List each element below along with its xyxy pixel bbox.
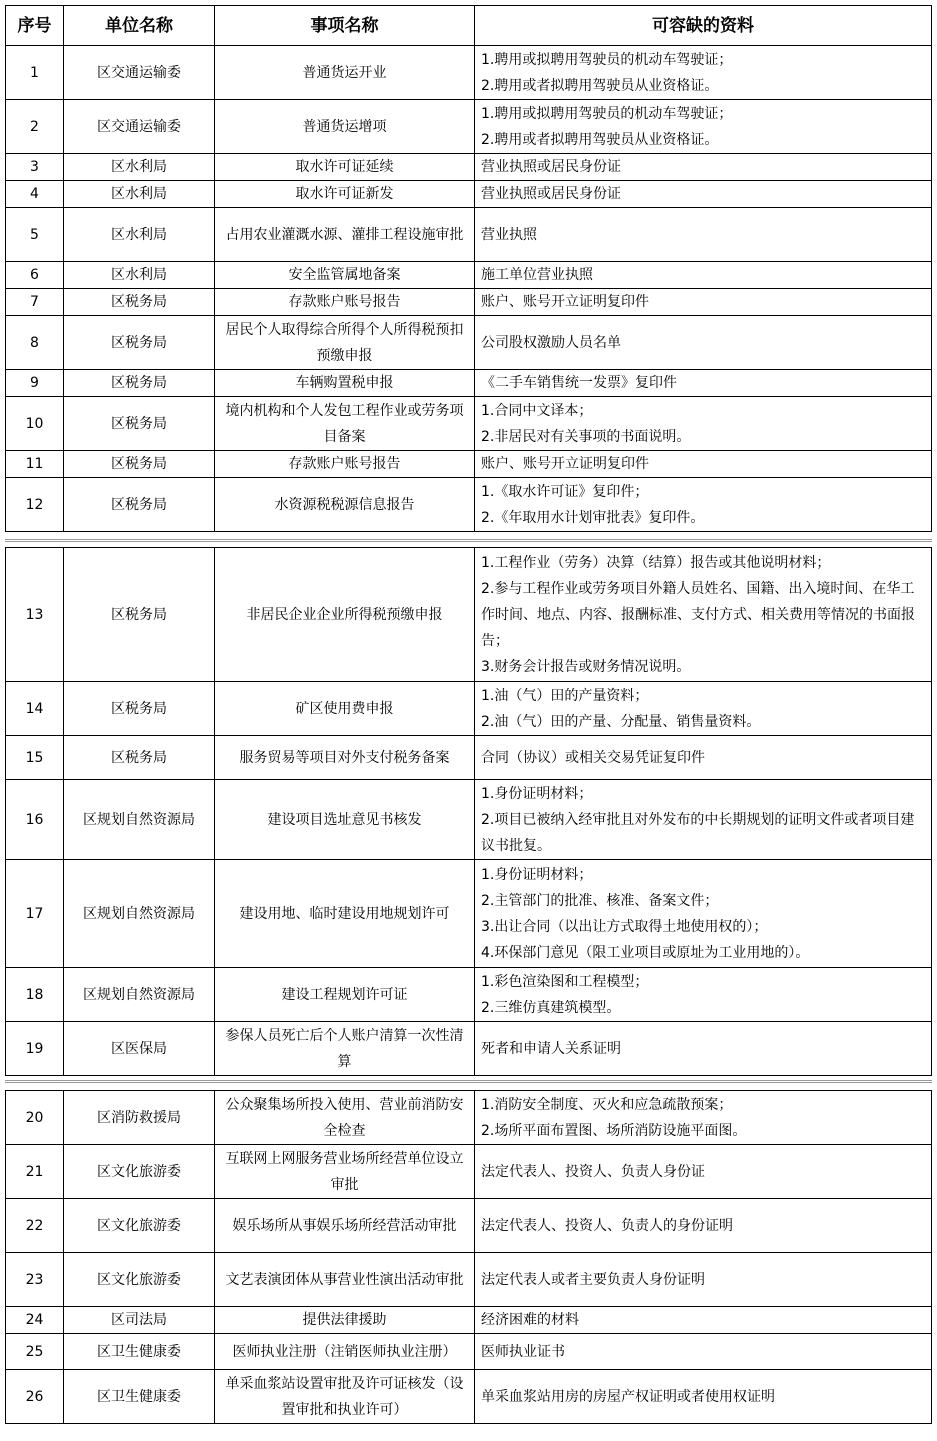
unit-name: 区文化旅游委 xyxy=(64,1145,215,1199)
optional-documents: 法定代表人、投资人、负责人的身份证明 xyxy=(475,1199,932,1253)
items-table-part-3 xyxy=(5,1090,932,1424)
optional-documents: 账户、账号开立证明复印件 xyxy=(475,451,932,478)
unit-name: 区医保局 xyxy=(64,1022,215,1076)
row-number: 9 xyxy=(6,370,64,397)
unit-name: 区交通运输委 xyxy=(64,100,215,154)
row-number: 15 xyxy=(6,736,64,780)
item-name: 矿区使用费申报 xyxy=(215,682,475,736)
item-name: 公众聚集场所投入使用、营业前消防安全检查 xyxy=(215,1091,475,1145)
item-name: 建设工程规划许可证 xyxy=(215,968,475,1022)
item-name: 单采血浆站设置审批及许可证核发（设置审批和执业许可） xyxy=(215,1370,475,1424)
item-name: 车辆购置税申报 xyxy=(215,370,475,397)
unit-name: 区水利局 xyxy=(64,181,215,208)
table-row xyxy=(6,1253,932,1307)
table-row xyxy=(6,208,932,262)
table-row xyxy=(6,548,932,682)
table-row xyxy=(6,780,932,860)
row-number: 20 xyxy=(6,1091,64,1145)
table-row xyxy=(6,262,932,289)
item-name: 安全监管属地备案 xyxy=(215,262,475,289)
table-row xyxy=(6,1370,932,1424)
table-row xyxy=(6,1145,932,1199)
item-name: 提供法律援助 xyxy=(215,1307,475,1334)
row-number: 10 xyxy=(6,397,64,451)
table-row xyxy=(6,1334,932,1370)
table-row xyxy=(6,370,932,397)
optional-documents: 营业执照 xyxy=(475,208,932,262)
table-row xyxy=(6,289,932,316)
unit-name: 区税务局 xyxy=(64,736,215,780)
unit-name: 区水利局 xyxy=(64,208,215,262)
unit-name: 区司法局 xyxy=(64,1307,215,1334)
item-name: 互联网上网服务营业场所经营单位设立审批 xyxy=(215,1145,475,1199)
row-number: 26 xyxy=(6,1370,64,1424)
unit-name: 区水利局 xyxy=(64,262,215,289)
header-item: 事项名称 xyxy=(215,6,475,46)
items-table-part-2 xyxy=(5,547,932,1076)
row-number: 21 xyxy=(6,1145,64,1199)
row-number: 13 xyxy=(6,548,64,682)
item-name: 取水许可证延续 xyxy=(215,154,475,181)
unit-name: 区税务局 xyxy=(64,478,215,532)
row-number: 4 xyxy=(6,181,64,208)
optional-documents: 1.身份证明材料； 2.主管部门的批准、核准、备案文件； 3.出让合同（以出让方式取得土地使用权的）； 4.环保部门意见（限工业项目或原址为工业用地的）。 xyxy=(475,860,932,968)
unit-name: 区税务局 xyxy=(64,370,215,397)
row-number: 1 xyxy=(6,46,64,100)
optional-documents: 1.彩色渲染图和工程模型； 2.三维仿真建筑模型。 xyxy=(475,968,932,1022)
unit-name: 区规划自然资源局 xyxy=(64,968,215,1022)
optional-documents: 法定代表人或者主要负责人身份证明 xyxy=(475,1253,932,1307)
optional-documents: 《二手车销售统一发票》复印件 xyxy=(475,370,932,397)
row-number: 16 xyxy=(6,780,64,860)
optional-documents: 1.合同中文译本； 2.非居民对有关事项的书面说明。 xyxy=(475,397,932,451)
table-row xyxy=(6,736,932,780)
item-name: 建设用地、临时建设用地规划许可 xyxy=(215,860,475,968)
table-row xyxy=(6,682,932,736)
row-number: 11 xyxy=(6,451,64,478)
table-row xyxy=(6,478,932,532)
optional-documents: 经济困难的材料 xyxy=(475,1307,932,1334)
item-name: 娱乐场所从事娱乐场所经营活动审批 xyxy=(215,1199,475,1253)
table-row xyxy=(6,968,932,1022)
item-name: 服务贸易等项目对外支付税务备案 xyxy=(215,736,475,780)
table-row xyxy=(6,397,932,451)
optional-documents: 公司股权激励人员名单 xyxy=(475,316,932,370)
unit-name: 区文化旅游委 xyxy=(64,1199,215,1253)
row-number: 6 xyxy=(6,262,64,289)
unit-name: 区消防救援局 xyxy=(64,1091,215,1145)
item-name: 医师执业注册（注销医师执业注册） xyxy=(215,1334,475,1370)
optional-documents: 营业执照或居民身份证 xyxy=(475,154,932,181)
row-number: 23 xyxy=(6,1253,64,1307)
item-name: 存款账户账号报告 xyxy=(215,289,475,316)
table-row xyxy=(6,316,932,370)
row-number: 12 xyxy=(6,478,64,532)
item-name: 存款账户账号报告 xyxy=(215,451,475,478)
table-row xyxy=(6,181,932,208)
optional-documents: 1.工程作业（劳务）决算（结算）报告或其他说明材料； 2.参与工程作业或劳务项目外籍人员姓名、国籍、出入境时间、在华工作时间、地点、内容、报酬标准、支付方式、相关费用等情况的书面报告； 3.财务会计报告或财务情况说明。 xyxy=(475,548,932,682)
unit-name: 区税务局 xyxy=(64,682,215,736)
optional-documents: 死者和申请人关系证明 xyxy=(475,1022,932,1076)
unit-name: 区规划自然资源局 xyxy=(64,780,215,860)
optional-documents: 1.油（气）田的产量资料； 2.油（气）田的产量、分配量、销售量资料。 xyxy=(475,682,932,736)
table-row xyxy=(6,1091,932,1145)
unit-name: 区交通运输委 xyxy=(64,46,215,100)
optional-documents: 1.《取水许可证》复印件； 2.《年取用水计划审批表》复印件。 xyxy=(475,478,932,532)
optional-documents: 医师执业证书 xyxy=(475,1334,932,1370)
item-name: 居民个人取得综合所得个人所得税预扣预缴申报 xyxy=(215,316,475,370)
table-row xyxy=(6,46,932,100)
header-unit: 单位名称 xyxy=(64,6,215,46)
item-name: 取水许可证新发 xyxy=(215,181,475,208)
item-name: 普通货运增项 xyxy=(215,100,475,154)
unit-name: 区税务局 xyxy=(64,316,215,370)
page-break-divider xyxy=(5,539,932,542)
row-number: 22 xyxy=(6,1199,64,1253)
optional-documents: 1.消防安全制度、灭火和应急疏散预案； 2.场所平面布置图、场所消防设施平面图。 xyxy=(475,1091,932,1145)
row-number: 2 xyxy=(6,100,64,154)
unit-name: 区税务局 xyxy=(64,548,215,682)
table-row xyxy=(6,451,932,478)
table-row xyxy=(6,860,932,968)
unit-name: 区税务局 xyxy=(64,451,215,478)
unit-name: 区税务局 xyxy=(64,397,215,451)
optional-documents: 1.身份证明材料； 2.项目已被纳入经审批且对外发布的中长期规划的证明文件或者项目建议书批复。 xyxy=(475,780,932,860)
table-row xyxy=(6,154,932,181)
row-number: 25 xyxy=(6,1334,64,1370)
item-name: 普通货运开业 xyxy=(215,46,475,100)
row-number: 18 xyxy=(6,968,64,1022)
optional-documents: 合同（协议）或相关交易凭证复印件 xyxy=(475,736,932,780)
row-number: 14 xyxy=(6,682,64,736)
table-row xyxy=(6,1199,932,1253)
unit-name: 区卫生健康委 xyxy=(64,1334,215,1370)
row-number: 3 xyxy=(6,154,64,181)
header-row xyxy=(6,6,932,46)
item-name: 建设项目选址意见书核发 xyxy=(215,780,475,860)
item-name: 非居民企业企业所得税预缴申报 xyxy=(215,548,475,682)
row-number: 7 xyxy=(6,289,64,316)
item-name: 水资源税税源信息报告 xyxy=(215,478,475,532)
optional-documents: 1.聘用或拟聘用驾驶员的机动车驾驶证； 2.聘用或者拟聘用驾驶员从业资格证。 xyxy=(475,100,932,154)
row-number: 5 xyxy=(6,208,64,262)
row-number: 8 xyxy=(6,316,64,370)
table-row xyxy=(6,1022,932,1076)
row-number: 24 xyxy=(6,1307,64,1334)
optional-documents: 单采血浆站用房的房屋产权证明或者使用权证明 xyxy=(475,1370,932,1424)
optional-documents: 账户、账号开立证明复印件 xyxy=(475,289,932,316)
items-table-part-1 xyxy=(5,5,932,532)
optional-documents: 施工单位营业执照 xyxy=(475,262,932,289)
table-row xyxy=(6,100,932,154)
unit-name: 区卫生健康委 xyxy=(64,1370,215,1424)
optional-documents: 法定代表人、投资人、负责人身份证 xyxy=(475,1145,932,1199)
unit-name: 区规划自然资源局 xyxy=(64,860,215,968)
optional-documents: 1.聘用或拟聘用驾驶员的机动车驾驶证； 2.聘用或者拟聘用驾驶员从业资格证。 xyxy=(475,46,932,100)
unit-name: 区水利局 xyxy=(64,154,215,181)
row-number: 17 xyxy=(6,860,64,968)
optional-documents: 营业执照或居民身份证 xyxy=(475,181,932,208)
table-row xyxy=(6,1307,932,1334)
item-name: 文艺表演团体从事营业性演出活动审批 xyxy=(215,1253,475,1307)
unit-name: 区税务局 xyxy=(64,289,215,316)
header-docs: 可容缺的资料 xyxy=(475,6,932,46)
item-name: 参保人员死亡后个人账户清算一次性清算 xyxy=(215,1022,475,1076)
item-name: 境内机构和个人发包工程作业或劳务项目备案 xyxy=(215,397,475,451)
item-name: 占用农业灌溉水源、灌排工程设施审批 xyxy=(215,208,475,262)
unit-name: 区文化旅游委 xyxy=(64,1253,215,1307)
row-number: 19 xyxy=(6,1022,64,1076)
page-break-divider xyxy=(5,1080,932,1083)
header-no: 序号 xyxy=(6,6,64,46)
